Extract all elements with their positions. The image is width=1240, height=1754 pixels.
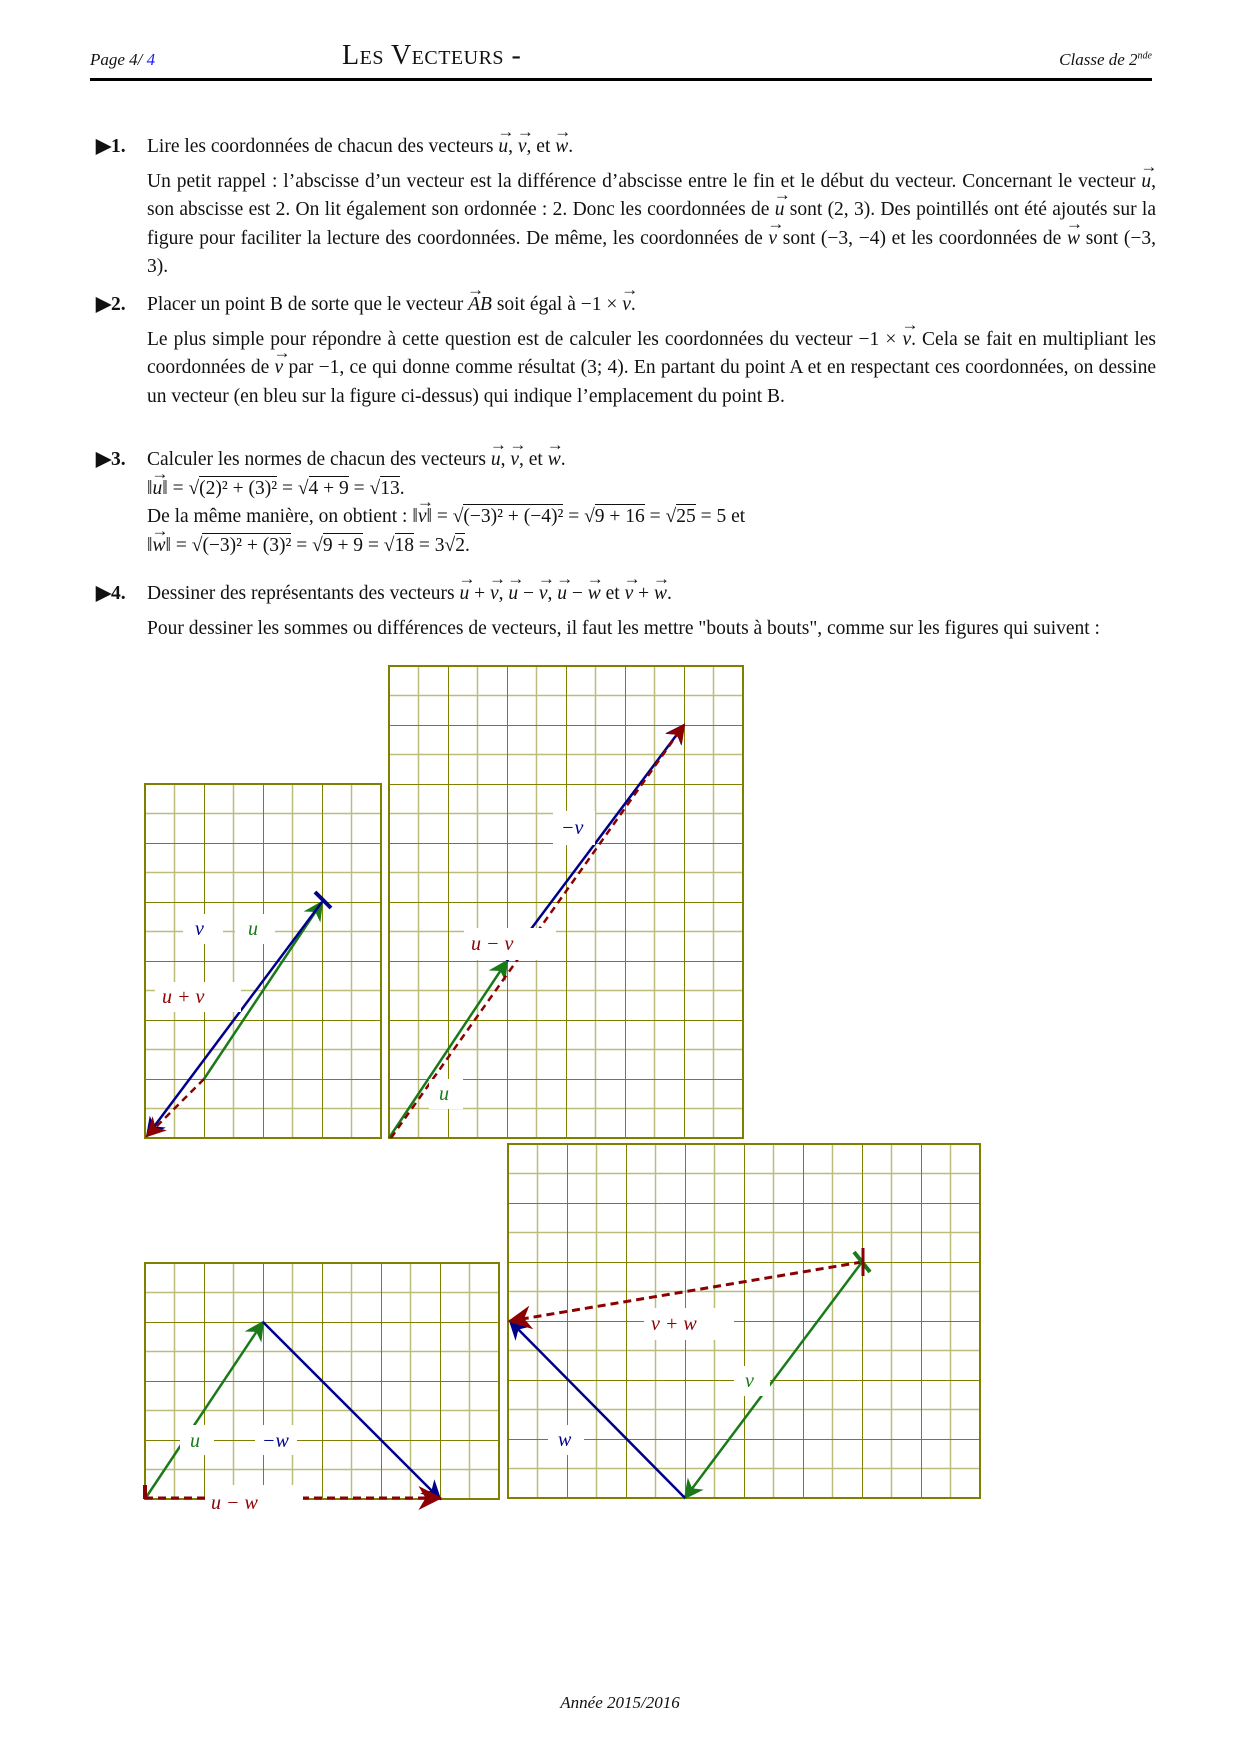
label-v: v	[195, 918, 204, 940]
header-page-number: Page 4/ 4	[90, 50, 156, 69]
figure-u-minus-v	[389, 666, 743, 1138]
label-u: u	[439, 1083, 449, 1105]
label-u: u	[190, 1430, 200, 1452]
question-answer: Un petit rappel : l’abscisse d’un vecteur est la différence d’abscisse entre le fin et le début du vecteur. Concernant le vecteur → u, son abscisse est 2. On lit également son ordonnée : 2. Donc les coordonnées de → u sont (2, 3). Des pointillés ont été ajoutés sur la figure pour faciliter la lecture des coordonnées. De même, les coordonnées de → v sont (−3, −4) et les coordonnées de → w sont (−3, 3).	[147, 168, 1156, 282]
label-u-minus-w: u − w	[211, 1492, 258, 1514]
question-answer: Pour dessiner les sommes ou différences de vecteurs, il faut les mettre "bouts à bouts", comme sur les figures qui suivent :	[147, 617, 1100, 639]
figure-v-plus-w	[508, 1144, 980, 1498]
question-answer: Le plus simple pour répondre à cette question est de calculer les coordonnées du vecteur −1 × → v. Cela se fait en multipliant les coordonnées de → v par −1, ce qui donne comme résultat (3; 4). En partant du point A et en respectant ces coordonnées, on dessine un vecteur (en bleu sur la figure ci-dessus) qui indique l’emplacement du point B.	[147, 326, 1156, 412]
question-statement: Dessiner des représentants des vecteurs → u + → v, → u − → v, → u − → w et → v + → w.	[147, 580, 1156, 609]
question-number: ▶1.	[96, 136, 126, 157]
label-v-plus-w: v + w	[651, 1313, 697, 1335]
norm-w: ‖→ w‖ = √(−3)² + (3)² = √9 + 9 = √18 = 3√2.	[147, 532, 1156, 561]
header-class: Classe de 2nde	[1059, 50, 1152, 69]
figure-u-plus-v	[145, 784, 381, 1138]
label-u-plus-v: u + v	[162, 986, 205, 1008]
question-number: ▶4.	[96, 583, 126, 604]
question-number: ▶3.	[96, 449, 126, 470]
norm-v: De la même manière, on obtient : ‖→ v‖ = √(−3)² + (−4)² = √9 + 16 = √25 = 5 et	[147, 503, 1156, 532]
label-u: u	[248, 918, 258, 940]
label-v: v	[745, 1370, 754, 1392]
question-statement: Calculer les normes de chacun des vecteurs → u, → v, et → w.	[147, 446, 1156, 475]
page-total-link[interactable]: 4	[146, 50, 156, 69]
label-minus-w: −w	[262, 1430, 289, 1452]
label-minus-v: −v	[561, 817, 584, 839]
question-statement: Placer un point B de sorte que le vecteur → AB soit égal à −1 × → v.	[147, 291, 1156, 320]
norm-u: ‖→ u‖ = √(2)² + (3)² = √4 + 9 = √13.	[147, 475, 1156, 504]
question-statement: Lire les coordonnées de chacun des vecteurs → u, → v, et → w.	[147, 133, 1156, 162]
footer-year: Année 2015/2016	[560, 1693, 680, 1712]
label-u-minus-v: u − v	[471, 933, 514, 955]
label-w: w	[558, 1429, 572, 1451]
question-number: ▶2.	[96, 294, 126, 315]
page-title: Les Vecteurs -	[342, 40, 522, 71]
figure-u-minus-w	[145, 1263, 499, 1514]
